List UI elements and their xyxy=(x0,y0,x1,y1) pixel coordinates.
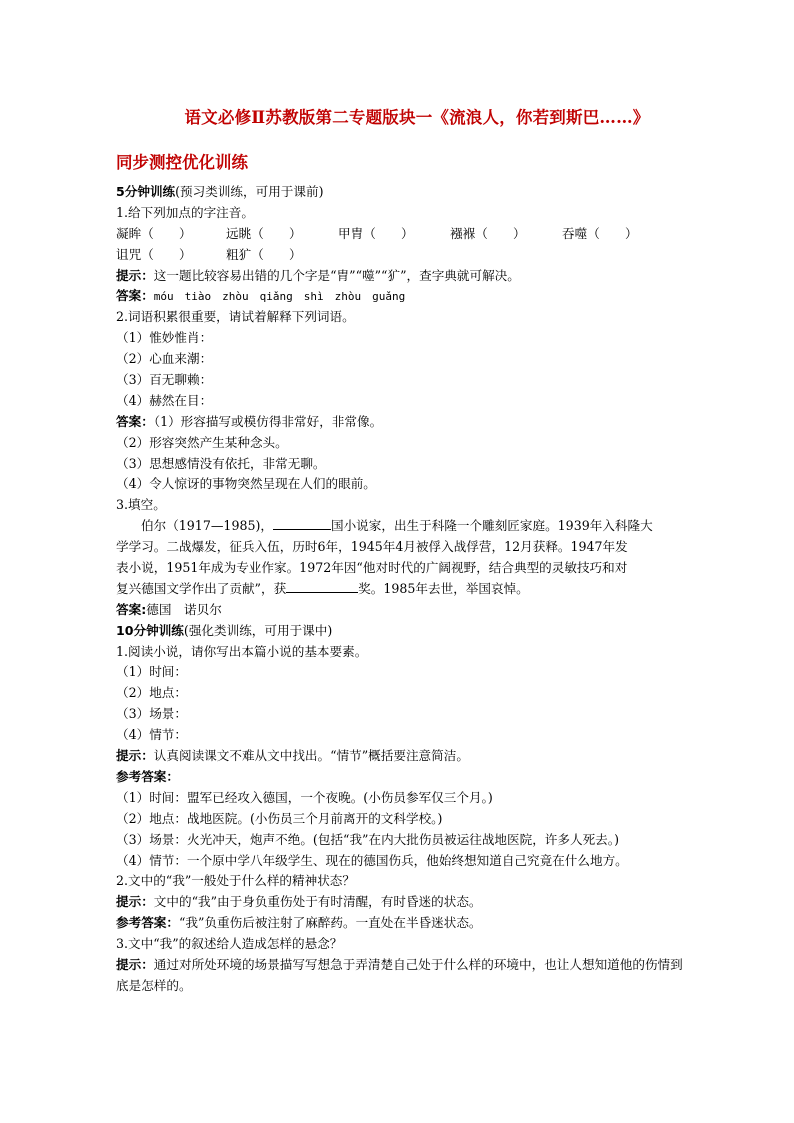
answer-1-2-item: （4）令人惊讶的事物突然呈现在人们的眼前。 xyxy=(116,476,376,492)
reference-answer-item: （3）场景：火光冲天，炮声不绝。(包括“我”在内大批伤员被运往战地医院，许多人死去。) xyxy=(116,831,619,847)
pinyin-words-row-2 xyxy=(116,245,686,266)
document-body xyxy=(116,182,686,997)
answer-1-2-item: （2）形容突然产生某种念头。 xyxy=(116,434,288,450)
question-2-1-item: （3）场景： xyxy=(116,706,187,722)
reference-answer-item: （2）地点：战地医院。(小伤员三个月前离开的文科学校。) xyxy=(116,810,443,826)
question-1-3: 3.填空。 xyxy=(116,497,166,513)
hint-text: 文中的“我”由于身负重伤处于有时清醒，有时昏迷的状态。 xyxy=(153,894,482,910)
reference-label: 参考答案： xyxy=(116,915,179,931)
hint-text: 这一题比较容易出错的几个字是“胄”“噬”“犷”，查字典就可解决。 xyxy=(153,267,520,283)
reference-answer-2-2 xyxy=(116,913,686,934)
section-1-heading-note: (预习类训练，可用于课前) xyxy=(175,184,324,199)
paragraph-text: 奖。1985年去世，举国哀悼。 xyxy=(358,580,529,596)
hint-label: 提示： xyxy=(116,894,154,910)
question-2-1: 1.阅读小说，请你写出本篇小说的基本要素。 xyxy=(116,643,368,659)
paragraph-text: 复兴德国文学作出了贡献”，获 xyxy=(116,580,287,596)
question-2-1-item: （4）情节： xyxy=(116,727,187,743)
reference-answer-item: （1）时间：盟军已经攻入德国，一个夜晚。(小伤员参军仅三个月。) xyxy=(116,789,493,805)
answer-1-2 xyxy=(116,412,686,433)
fill-blank xyxy=(273,517,331,530)
hint-2-2 xyxy=(116,892,686,913)
question-1-2-item: （3）百无聊赖： xyxy=(116,372,213,388)
word-item: 吞噬（ ） xyxy=(562,225,638,241)
section-2-heading-bold: 10分钟训练 xyxy=(116,622,184,638)
reference-answer-label xyxy=(116,767,686,788)
fill-in-paragraph-line xyxy=(116,579,686,600)
section-1-heading xyxy=(116,182,686,203)
answer-1-1 xyxy=(116,286,686,307)
hint-label: 提示： xyxy=(116,956,154,972)
answer-label: 答案: xyxy=(116,601,147,617)
question-1-2-item: （4）赫然在目： xyxy=(116,392,213,408)
word-item: 甲胄（ ） xyxy=(338,225,414,241)
question-2-3: 3.文中“我”的叙述给人造成怎样的悬念？ xyxy=(116,936,343,952)
word-item: 凝眸（ ） xyxy=(116,225,192,241)
answer-text: （1）形容描写或模仿得非常好，非常像。 xyxy=(153,413,383,429)
fill-in-paragraph-line: 表小说，1951年成为专业作家。1972年因“他对时代的广阔视野，结合典型的灵敏技巧和对 xyxy=(116,560,628,576)
question-2-2: 2.文中的“我”一般处于什么样的精神状态？ xyxy=(116,873,355,889)
section-2-heading xyxy=(116,621,686,642)
reference-answer-item: （4）情节：一个原中学八年级学生、现在的德国伤兵，他始终想知道自己究竟在什么地方。 xyxy=(116,852,628,868)
fill-in-paragraph-line: 学学习。二战爆发，征兵入伍，历时6年，1945年4月被俘入战俘营，12月获释。1947年发 xyxy=(116,539,628,555)
fill-in-paragraph-line xyxy=(116,516,686,537)
word-item: 粗犷（ ） xyxy=(226,246,302,262)
question-1-2-item: （1）惟妙惟肖： xyxy=(116,330,213,346)
hint-label: 提示： xyxy=(116,748,154,764)
hint-2-3 xyxy=(116,955,686,997)
section-2-heading-note: (强化类训练，可用于课中) xyxy=(183,622,333,638)
answer-text: 德国 诺贝尔 xyxy=(146,601,222,617)
hint-1-1 xyxy=(116,266,686,287)
word-item: 襁褓（ ） xyxy=(450,225,526,241)
answer-1-2-item: （3）思想感情没有依托，非常无聊。 xyxy=(116,455,326,471)
answer-label: 答案： xyxy=(116,413,154,429)
document-subtitle: 同步测控优化训练 xyxy=(116,153,248,172)
answer-label: 答案： xyxy=(116,288,154,304)
pinyin-words-row-1 xyxy=(116,224,686,245)
question-2-1-item: （2）地点： xyxy=(116,685,187,701)
question-1-2-item: （2）心血来潮： xyxy=(116,351,213,367)
fill-blank xyxy=(286,580,358,593)
paragraph-text: 伯尔（1917—1985)， xyxy=(141,518,273,534)
paragraph-text: 国小说家，出生于科隆一个雕刻匠家庭。1939年入科隆大 xyxy=(330,518,653,534)
hint-2-1 xyxy=(116,746,686,767)
reference-text: “我”负重伤后被注射了麻醉药。一直处在半昏迷状态。 xyxy=(178,915,482,931)
question-1-2: 2.词语积累很重要，请试着解释下列词语。 xyxy=(116,309,355,325)
document-title: 语文必修Ⅱ苏教版第二专题版块一《流浪人，你若到斯巴……》 xyxy=(184,108,650,127)
section-1-heading-bold: 5分钟训练 xyxy=(116,184,176,199)
hint-text: 通过对所处环境的场景描写写想急于弄清楚自己处于什么样的环境中，也让人想知道他的伤情到底是怎样的。 xyxy=(116,956,683,993)
answer-text: móu tiào zhòu qiǎng shì zhòu guǎng xyxy=(153,290,406,304)
answer-1-3 xyxy=(116,600,686,621)
reference-label: 参考答案： xyxy=(116,768,179,784)
question-1-1: 1.给下列加点的字注音。 xyxy=(116,204,254,220)
hint-text: 认真阅读课文不难从文中找出。“情节”概括要注意简洁。 xyxy=(153,748,469,764)
word-item: 诅咒（ ） xyxy=(116,246,192,262)
hint-label: 提示： xyxy=(116,267,154,283)
question-2-1-item: （1）时间： xyxy=(116,664,187,680)
word-item: 远眺（ ） xyxy=(226,225,302,241)
